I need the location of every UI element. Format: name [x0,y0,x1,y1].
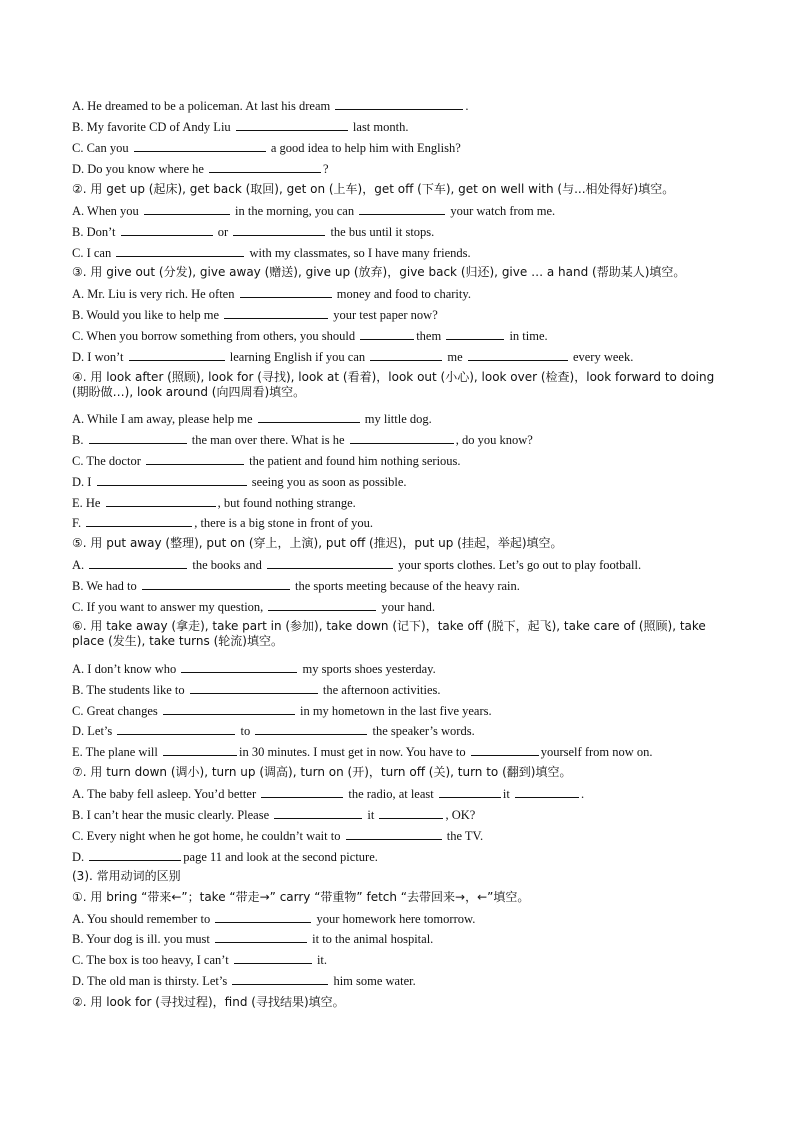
section-heading: ③. 用 give out (分发), give away (赠送), give up (放弃)，give back (归还), give … a hand (帮助某人)填空。 [72,265,686,279]
item-text: . [465,99,469,113]
item-text: the afternoon activities. [319,683,441,697]
item-text: C. I can [72,246,115,260]
item-text: A. The baby fell asleep. You’d better [72,787,260,801]
answer-blank[interactable] [146,453,244,465]
answer-blank[interactable] [233,224,325,236]
answer-blank[interactable] [121,224,213,236]
item-text: yourself from now on. [540,745,653,759]
item-text: A. When you [72,204,142,218]
answer-blank[interactable] [468,349,568,361]
exercise-item [72,682,724,698]
item-text: my sports shoes yesterday. [299,662,436,676]
answer-blank[interactable] [209,161,321,173]
section-heading: (3). 常用动词的区别 [72,869,181,883]
exercise-item [72,578,724,594]
answer-blank[interactable] [236,119,348,131]
item-text: in 30 minutes. I must get in now. You have to [238,745,469,759]
item-text: D. I won’t [72,350,127,364]
section-heading: ②. 用 get up (起床), get back (取回), get on (上车)，get off (下车), get on well with (与...相处得好)填空。 [72,182,675,196]
item-text: in time. [506,329,548,343]
answer-blank[interactable] [89,432,187,444]
answer-blank[interactable] [258,411,360,423]
answer-blank[interactable] [129,349,225,361]
item-text: C. The doctor [72,454,144,468]
item-text: C. Every night when he got home, he couldn’t wait to [72,829,344,843]
exercise-item [72,786,724,802]
item-text: B. My favorite CD of Andy Liu [72,120,234,134]
answer-blank[interactable] [89,849,181,861]
item-text: me [444,350,466,364]
item-text: last month. [349,120,409,134]
answer-blank[interactable] [370,349,442,361]
item-text: A. You should remember to [72,912,214,926]
item-text: your watch from me. [447,204,556,218]
item-text: C. When you borrow something from others, you should [72,329,359,343]
item-text: B. Your dog is ill. you must [72,932,214,946]
item-text: E. The plane will [72,745,161,759]
item-text: , do you know? [455,433,533,447]
exercise-item [72,245,724,261]
exercise-item [72,98,724,114]
item-text: A. While I am away, please help me [72,412,256,426]
exercise-item [72,849,724,865]
exercise-item [72,411,724,427]
answer-blank[interactable] [163,703,295,715]
section-heading: ④. 用 look after (照顾), look for (寻找), look at (看着)，look out (小心), look over (检查)，look forward to doing (期盼做…), look around (向四周看)填空。 [72,370,715,399]
exercise-item [72,203,724,219]
item-text: your homework here tomorrow. [313,912,476,926]
exercise-item [72,931,724,947]
item-text: B. We had to [72,579,140,593]
item-text: a good idea to help him with English? [267,141,461,155]
item-text: the patient and found him nothing serious. [245,454,461,468]
exercise-item [72,453,724,469]
item-text: D. The old man is thirsty. Let’s [72,974,231,988]
exercise-item [72,723,724,739]
answer-blank[interactable] [346,828,442,840]
item-text: to [237,724,254,738]
exercise-item [72,807,724,823]
item-text: the man over there. What is he [188,433,348,447]
exercise-item [72,349,724,365]
answer-blank[interactable] [117,723,235,735]
answer-blank[interactable] [446,328,504,340]
item-text: D. Do you know where he [72,162,208,176]
answer-blank[interactable] [97,474,247,486]
answer-blank[interactable] [215,931,307,943]
exercise-item [72,286,724,302]
item-text: A. Mr. Liu is very rich. He often [72,287,238,301]
exercise-item [72,119,724,135]
exercise-item [72,515,724,531]
answer-blank[interactable] [224,307,328,319]
answer-blank[interactable] [89,557,187,569]
exercise-item [72,328,724,344]
section-heading: ①. 用 bring “带来←”；take “带走→” carry “带重物” fetch “去带回来→，←”填空。 [72,890,530,904]
item-text: C. If you want to answer my question, [72,600,267,614]
item-text: A. I don’t know who [72,662,180,676]
item-text: it. [313,953,328,967]
item-text: the radio, at least [345,787,437,801]
item-text: him some water. [330,974,416,988]
item-text: A. [72,558,88,572]
item-text: it to the animal hospital. [309,932,434,946]
item-text: C. Great changes [72,704,161,718]
exercise-item [72,661,724,677]
item-text: . [580,787,585,801]
answer-blank[interactable] [240,286,332,298]
item-text: money and food to charity. [333,287,471,301]
item-text: with my classmates, so I have many friends. [246,246,471,260]
item-text: page 11 and look at the second picture. [183,850,378,864]
item-text: C. Can you [72,141,132,155]
section-heading: ⑥. 用 take away (拿走), take part in (参加), take down (记下)，take off (脱下，起飞), take care of (照顾), take place (发生), take turns (轮流)填空。 [72,619,706,648]
exercise-item [72,557,724,573]
answer-blank[interactable] [471,744,539,756]
answer-blank[interactable] [335,98,463,110]
item-text: B. I can’t hear the music clearly. Please [72,808,273,822]
answer-blank[interactable] [144,203,230,215]
item-text: D. I [72,475,95,489]
item-text: your sports clothes. Let’s go out to play football. [394,558,642,572]
answer-blank[interactable] [255,723,367,735]
exercise-item [72,599,724,615]
item-text: or [214,225,232,239]
answer-blank[interactable] [215,911,311,923]
item-text: , but found nothing strange. [217,496,356,510]
item-text: , OK? [445,808,476,822]
item-text: D. Let’s [72,724,116,738]
item-text: B. [72,433,87,447]
answer-blank[interactable] [439,786,501,798]
answer-blank[interactable] [274,807,362,819]
item-text: your hand. [378,600,436,614]
item-text: A. He dreamed to be a policeman. At last his dream [72,99,334,113]
item-text: the bus until it stops. [327,225,435,239]
item-text: seeing you as soon as possible. [248,475,407,489]
item-text: C. The box is too heavy, I can’t [72,953,232,967]
item-text: in the morning, you can [231,204,358,218]
item-text: my little dog. [361,412,432,426]
answer-blank[interactable] [267,557,393,569]
item-text: your test paper now? [330,308,438,322]
answer-blank[interactable] [232,973,328,985]
answer-blank[interactable] [379,807,443,819]
exercise-item [72,703,724,719]
exercise-item [72,224,724,240]
answer-blank[interactable] [359,203,445,215]
item-text: B. The students like to [72,683,188,697]
item-text: , there is a big stone in front of you. [194,516,373,530]
item-text: B. Would you like to help me [72,308,223,322]
item-text: it [502,787,513,801]
item-text: the speaker’s words. [369,724,475,738]
answer-blank[interactable] [86,515,192,527]
exercise-item [72,828,724,844]
exercise-item [72,474,724,490]
exercise-item [72,911,724,927]
section-heading: ⑦. 用 turn down (调小), turn up (调高), turn on (开)，turn off (关), turn to (翻到)填空。 [72,765,572,779]
item-text: the TV. [443,829,484,843]
section-heading: ⑤. 用 put away (整理), put on (穿上，上演), put off (推迟)，put up (挂起，举起)填空。 [72,536,563,550]
answer-blank[interactable] [190,682,318,694]
answer-blank[interactable] [181,661,297,673]
answer-blank[interactable] [106,495,216,507]
answer-blank[interactable] [116,245,244,257]
answer-blank[interactable] [234,952,312,964]
answer-blank[interactable] [268,599,376,611]
item-text: in my hometown in the last five years. [296,704,492,718]
exercise-item [72,952,724,968]
exercise-item [72,140,724,156]
answer-blank[interactable] [360,328,414,340]
answer-blank[interactable] [515,786,579,798]
answer-blank[interactable] [163,744,237,756]
item-text: D. [72,850,88,864]
exercise-item [72,495,724,511]
item-text: E. He [72,496,104,510]
item-text: learning English if you can [226,350,369,364]
item-text: the books and [189,558,265,572]
exercise-item [72,973,724,989]
item-text: it [364,808,378,822]
answer-blank[interactable] [134,140,266,152]
item-text: F. [72,516,85,530]
answer-blank[interactable] [261,786,343,798]
answer-blank[interactable] [350,432,454,444]
section-heading: ②. 用 look for (寻找过程)，find (寻找结果)填空。 [72,995,345,1009]
exercise-item [72,744,724,760]
item-text: every week. [569,350,634,364]
item-text: the sports meeting because of the heavy rain. [291,579,520,593]
item-text: them [416,329,445,343]
exercise-item [72,161,724,177]
exercise-item [72,432,724,448]
exercise-item [72,307,724,323]
item-text: ? [323,162,329,176]
answer-blank[interactable] [142,578,290,590]
item-text: B. Don’t [72,225,119,239]
